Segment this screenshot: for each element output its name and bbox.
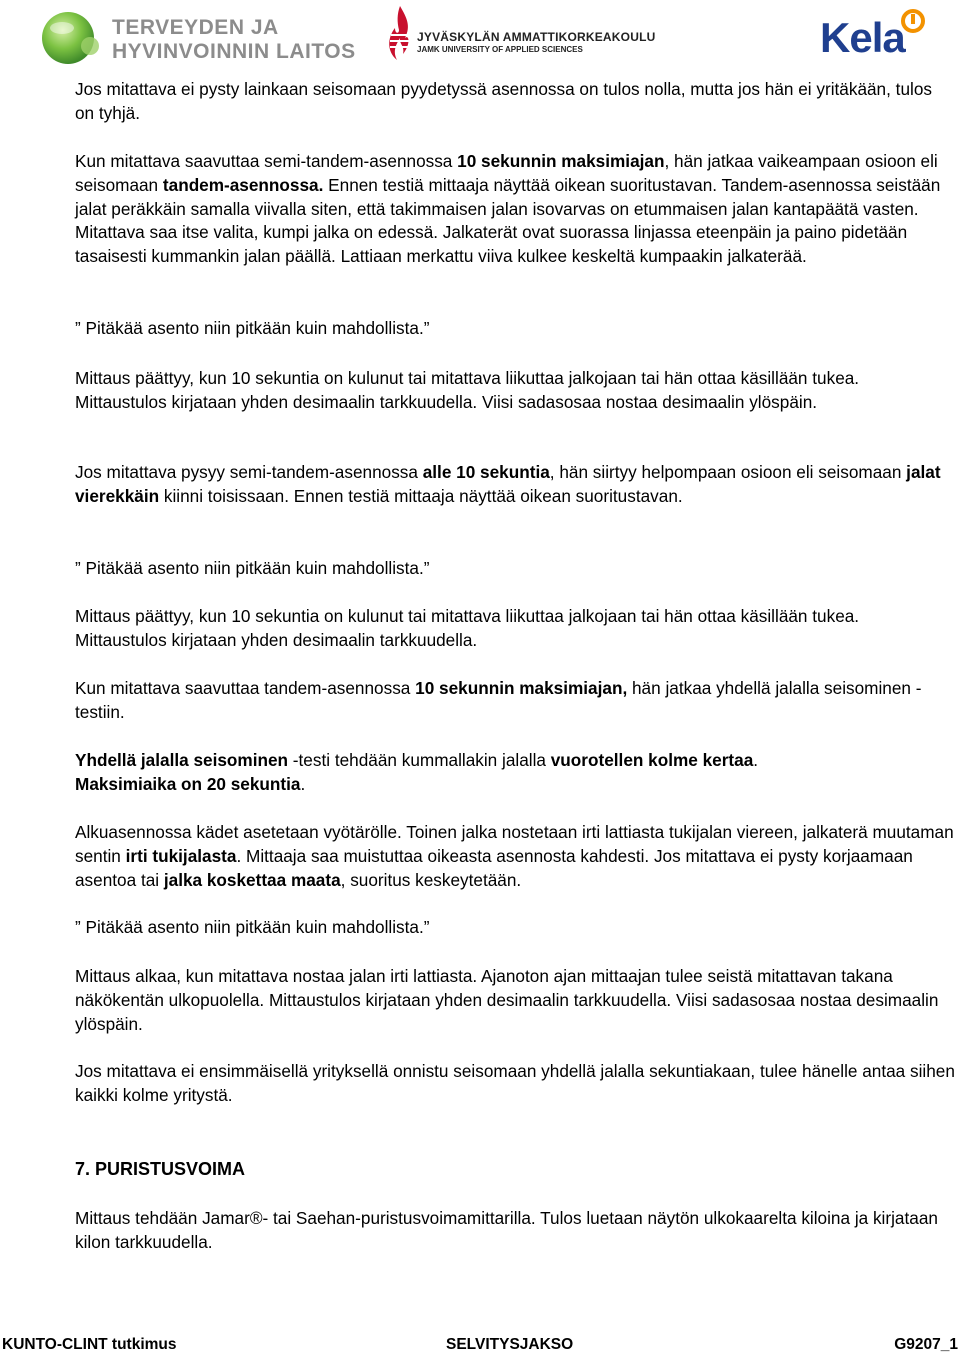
paragraph-tandem-max <box>75 677 955 725</box>
jamk-name-en: JAMK UNIVERSITY OF APPLIED SCIENCES <box>417 45 583 54</box>
bold-span: alle 10 sekuntia <box>422 462 550 482</box>
paragraph-feet-together <box>75 461 955 509</box>
bold-span: Yhdellä jalalla seisominen <box>75 750 289 770</box>
instruction-quote: ” Pitäkää asento niin pitkään kuin mahdollista.” <box>75 318 430 338</box>
bold-span: jalat vierekkäin <box>75 462 941 506</box>
page-footer <box>0 1336 960 1356</box>
text-span: , hän siirtyy helpompaan osioon eli seisomaan <box>549 462 907 482</box>
section-heading-grip-strength: 7. PURISTUSVOIMA <box>75 1159 246 1179</box>
kela-logo <box>820 8 930 66</box>
thl-globe-icon <box>38 10 106 66</box>
bold-span: tandem-asennossa. <box>162 174 324 195</box>
bold-span: jalka koskettaa maata <box>163 869 341 890</box>
bold-span: Maksimiaika on 20 sekuntia <box>75 773 301 794</box>
logo-header <box>0 0 960 70</box>
text-span: kiinni toisissaan. Ennen testiä mittaaja näyttää oikean suoritustavan. <box>159 485 683 506</box>
paragraph-three-attempts: Jos mitattava ei ensimmäisellä yrityksellä onnistu seisomaan yhdellä jalalla sekuntiakaan, tulee hänelle antaa siihen kaikki kolme yritystä. <box>75 1061 955 1105</box>
text-span: . <box>753 750 759 770</box>
text-span: Ennen testiä mittaaja näyttää oikean suoritustavan. Tandem-asennossa seistään jalat peräkkäin samalla viivalla siten, että takimmaisen jalan isovarvas on etummaisen jalan kantapäätä vasten. Mitattava saa itse valita, kumpi jalka on edessä. Jalkaterät ovat suorassa linjassa eteenpäin ja paino pidetään tasaisesti kummankin jalan päällä. Lattiaan merkattu viiva kulkee keskeltä kumpaakin jalkaterää. <box>75 174 941 267</box>
instruction-quote: ” Pitäkää asento niin pitkään kuin mahdollista.” <box>75 558 430 578</box>
bold-span: irti tukijalasta <box>125 845 237 866</box>
paragraph-timing: Mittaus alkaa, kun mitattava nostaa jalan irti lattiasta. Ajanoton ajan mittaajan tulee seistä mitattavan takana näkökentän ulkopuolella. Mittaustulos kirjataan yhden desimaalin tarkkuudella. Viisi sadasosaa nostaa desimaalin ylöspäin. <box>75 966 939 1034</box>
footer-study-name: KUNTO-CLINT tutkimus <box>2 1336 177 1353</box>
kela-wordmark: Kela <box>820 14 905 61</box>
jamk-logo <box>385 4 675 64</box>
bold-span: 10 sekunnin maksimiajan <box>457 151 665 171</box>
text-span: Kun mitattava saavuttaa semi-tandem-asennossa <box>75 151 458 171</box>
paragraph-zero-result: Jos mitattava ei pysty lainkaan seisomaan pyydetyssä asennossa on tulos nolla, mutta jos hän ei yritäkään, tulos on tyhjä. <box>75 79 932 123</box>
bold-span: vuorotellen kolme kertaa <box>550 750 754 770</box>
thl-name-line2: HYVINVOINNIN LAITOS <box>112 40 356 63</box>
text-span: hän jatkaa yhdellä jalalla seisominen -testiin. <box>75 678 922 722</box>
text-span: . <box>300 773 306 794</box>
footer-doc-code: G9207_1 <box>894 1336 958 1353</box>
paragraph-measurement-end: Mittaus päättyy, kun 10 sekuntia on kulunut tai mitattava liikuttaa jalkojaan tai hän ottaa käsillään tukea. Mittaustulos kirjataan yhden desimaalin tarkkuudella. Viisi sadasosaa nostaa desimaalin ylöspäin. <box>75 368 860 412</box>
bold-span: 10 sekunnin maksimiajan, <box>415 678 628 698</box>
text-span: . Mittaaja saa muistuttaa oikeasta asennosta kahdesti. Jos mitattava ei pysty korjaamaan asentoa tai <box>75 845 913 890</box>
text-span: , hän jatkaa vaikeampaan osioon eli seisomaan <box>75 151 938 195</box>
paragraph-start-position <box>75 821 955 892</box>
paragraph-one-leg-test <box>75 749 758 797</box>
text-span: -testi tehdään kummallakin jalalla <box>288 750 551 770</box>
jamk-name-fi: JYVÄSKYLÄN AMMATTIKORKEAKOULU <box>417 30 656 44</box>
thl-name-line1: TERVEYDEN JA <box>112 16 279 39</box>
instruction-quote: ” Pitäkää asento niin pitkään kuin mahdollista.” <box>75 917 430 937</box>
jamk-flame-icon <box>385 4 415 64</box>
kela-ring-icon <box>900 8 926 34</box>
text-span: Jos mitattava pysyy semi-tandem-asennossa <box>75 462 423 482</box>
thl-logo <box>38 10 356 66</box>
paragraph-tandem-intro <box>75 150 955 269</box>
footer-section: SELVITYSJAKSO <box>446 1336 574 1353</box>
text-span: Alkuasennossa kädet asetetaan vyötärölle. Toinen jalka nostetaan irti lattiasta tukijalan viereen, jalkaterä muutaman sentin <box>75 822 954 866</box>
paragraph-measurement-end-2: Mittaus päättyy, kun 10 sekuntia on kulunut tai mitattava liikuttaa jalkojaan tai hän ottaa käsillään tukea. Mittaustulos kirjataan yhden desimaalin tarkkuudella. <box>75 606 860 650</box>
paragraph-grip-measurement: Mittaus tehdään Jamar®- tai Saehan-puristusvoimamittarilla. Tulos luetaan näytön ulkokaarelta kiloina ja kirjataan kilon tarkkuudella. <box>75 1208 938 1252</box>
text-span: Kun mitattava saavuttaa tandem-asennossa <box>75 678 416 698</box>
text-span: , suoritus keskeytetään. <box>340 869 522 890</box>
